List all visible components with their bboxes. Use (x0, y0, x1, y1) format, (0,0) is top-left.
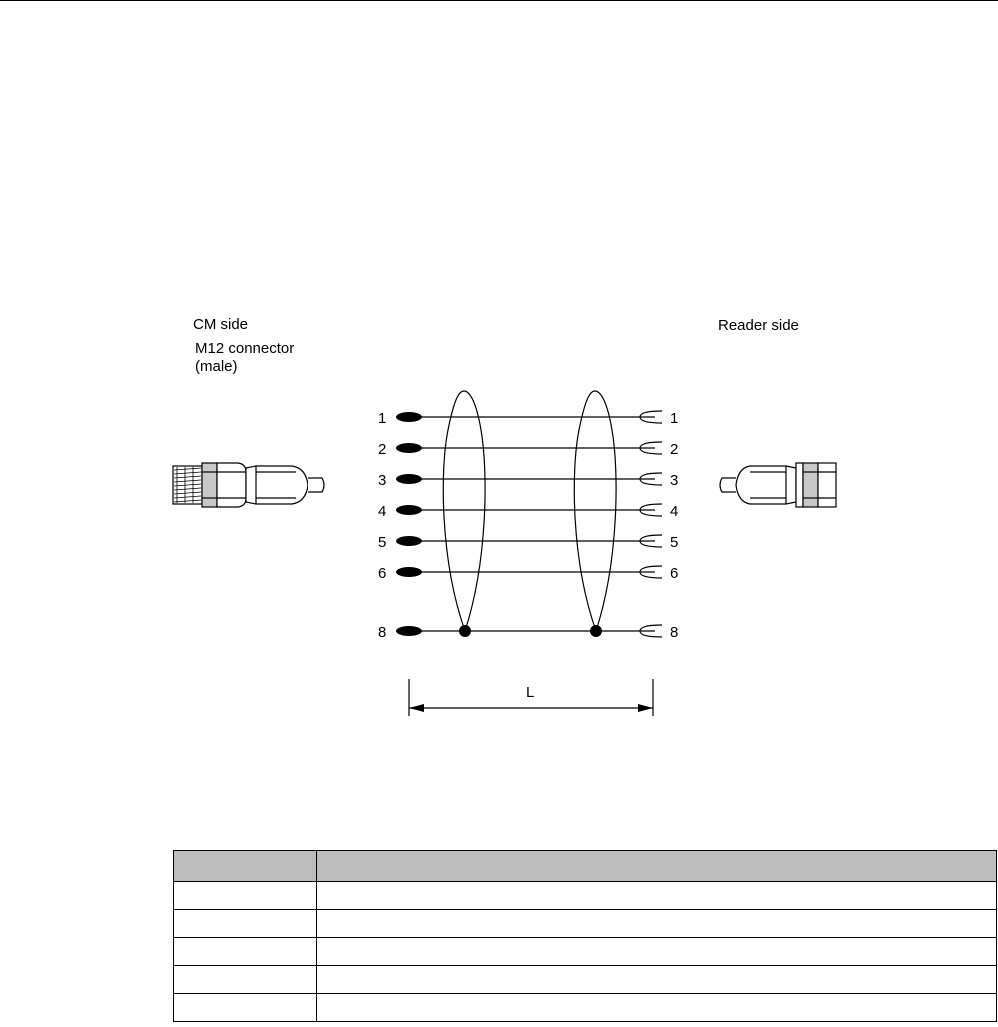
connector-gender-label: (male) (195, 358, 238, 375)
arrowhead-left (409, 704, 424, 712)
table-row (174, 882, 997, 910)
right-pin-label: 2 (670, 441, 679, 458)
female-socket-group (640, 411, 662, 637)
male-pin-6 (396, 567, 422, 577)
male-pin-group (396, 412, 422, 636)
male-pin-8 (396, 626, 422, 636)
cm-side-label: CM side (193, 316, 249, 333)
length-label: L (526, 684, 535, 701)
shield-junction-right (590, 625, 602, 637)
shield-right (574, 391, 616, 631)
cable-shield-group (443, 391, 616, 631)
reader-side-label: Reader side (718, 317, 799, 334)
right-pin-label: 4 (670, 503, 679, 520)
male-pin-3 (396, 474, 422, 484)
left-pin-label: 6 (378, 565, 387, 582)
right-pin-label: 1 (670, 410, 679, 427)
connector-type-label: M12 connector (195, 340, 295, 357)
male-pin-5 (396, 536, 422, 546)
male-pin-2 (396, 443, 422, 453)
right-pin-label: 3 (670, 472, 679, 489)
m12-male-connector-icon (173, 463, 324, 507)
table-row (174, 966, 997, 994)
left-pin-label: 8 (378, 624, 387, 641)
right-pin-labels (670, 410, 678, 641)
male-pin-4 (396, 505, 422, 515)
table-row (174, 910, 997, 938)
left-pin-label: 5 (378, 534, 387, 551)
table-cell (317, 994, 997, 1022)
table-cell (317, 966, 997, 994)
left-pin-labels (378, 410, 386, 641)
table-cell (174, 994, 317, 1022)
table-cell (174, 882, 317, 910)
table-header-cell (317, 851, 997, 882)
cable-spec-table (173, 850, 997, 1022)
table-cell (317, 938, 997, 966)
table-header-row (174, 851, 997, 882)
right-pin-label: 6 (670, 565, 679, 582)
shield-junction-left (459, 625, 471, 637)
wire-group (410, 417, 655, 631)
table-cell (174, 910, 317, 938)
left-pin-label: 3 (378, 472, 387, 489)
table-cell (174, 938, 317, 966)
table-row (174, 938, 997, 966)
table-row (174, 994, 997, 1022)
shield-left (443, 391, 485, 631)
left-pin-label: 2 (378, 441, 387, 458)
table-header-cell (174, 851, 317, 882)
table-cell (174, 966, 317, 994)
table-cell (317, 882, 997, 910)
male-pin-1 (396, 412, 422, 422)
right-pin-label: 5 (670, 534, 679, 551)
left-pin-label: 4 (378, 503, 387, 520)
arrowhead-right (638, 704, 653, 712)
left-pin-label: 1 (378, 410, 387, 427)
right-pin-label: 8 (670, 624, 679, 641)
table-cell (317, 910, 997, 938)
reader-connector-icon (720, 463, 836, 507)
